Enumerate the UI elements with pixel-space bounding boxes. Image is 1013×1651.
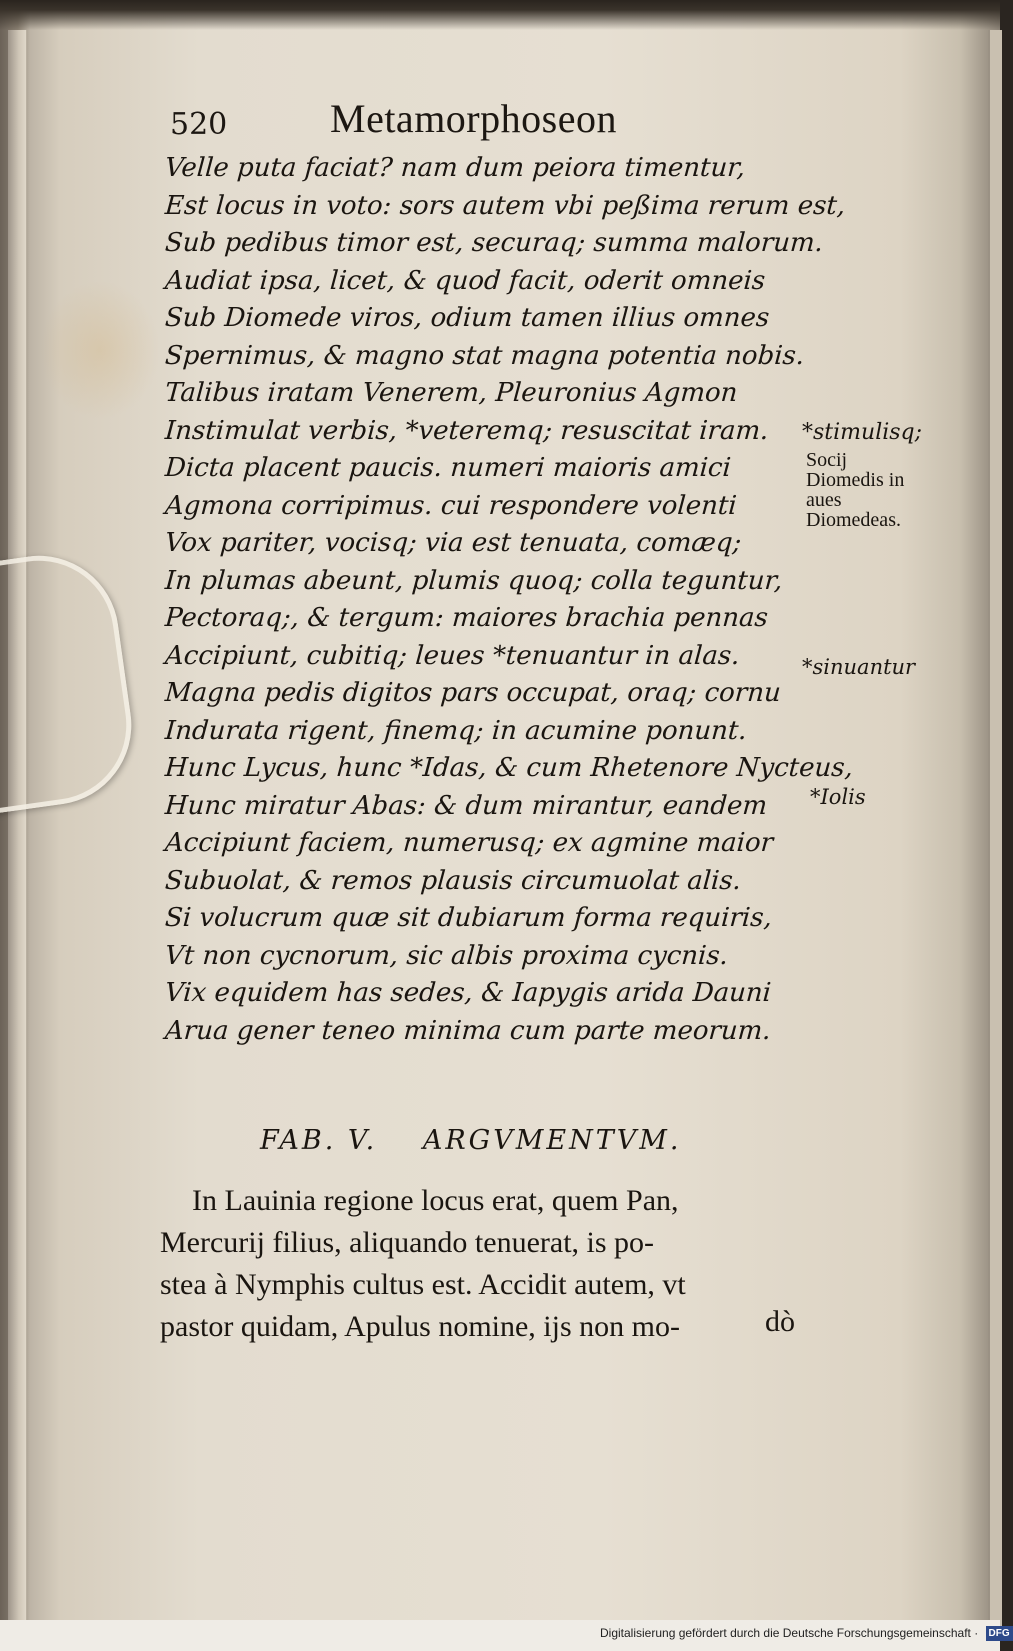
verse-line: Pectoraq;, & tergum: maiores brachia pennas [164,603,769,633]
fable-number: FAB. V. [260,1125,378,1156]
verse-line: Hunc miratur Abas: & dum mirantur, eandem [164,790,769,821]
argument-line: Mercurij filius, aliquando tenuerat, is po- [160,1226,655,1259]
verse-line: In plumas abeunt, plumis quoq; colla teguntur, [164,565,784,596]
verse-line: Dicta placent paucis. numeri maioris amici [164,453,732,483]
verse-line: Spernimus, & magno stat magna potentia nobis. [164,340,806,371]
dfg-footer [600,1626,1010,1646]
verse-line: Est locus in voto: sors autem vbi peßima rerum est, [164,190,847,221]
dfg-logo: DFG [986,1626,1013,1641]
verse-line: Vox pariter, vocisq; via est tenuata, comæq; [164,528,743,558]
argument-line: In Lauinia regione locus erat, quem Pan, [192,1184,679,1217]
verse-line: Sub pedibus timor est, securaq; summa malorum. [164,228,825,258]
paper-stain [40,280,160,420]
section-heading [260,1125,800,1156]
verse-line: Accipiunt, cubitiq; leues *tenuantur in alas. [164,640,741,671]
margin-note: *stimulisq; [802,420,923,445]
verse-line: Talibus iratam Venerem, Pleuronius Agmon [164,378,739,408]
verse-line: Agmona corripimus. cui respondere volenti [164,490,738,521]
verse-line: Si volucrum quæ sit dubiarum forma requiris, [164,903,773,933]
catchword: dò [765,1305,795,1338]
verse-line: Subuolat, & remos plausis circumuolat alis. [164,865,743,896]
verse-line: Vix equidem has sedes, & Iapygis arida Dauni [164,978,773,1008]
argument-paragraph [160,1180,810,1348]
verse-line: Accipiunt faciem, numerusq; ex agmine maior [164,828,775,858]
page-number: 520 [170,107,228,142]
verse-line: Hunc Lycus, hunc *Idas, & cum Rhetenore Nycteus, [164,753,854,783]
margin-note: Socij Diomedis in aues Diomedeas. [806,449,905,531]
top-shadow [0,0,1000,30]
footer-text: Digitalisierung gefördert durch die Deutsche Forschungsgemeinschaft · [600,1626,979,1640]
margin-note: *sinuantur [802,655,916,679]
margin-note: *Iolis [810,785,866,809]
argument-line: stea à Nymphis cultus est. Accidit autem, vt [160,1268,686,1301]
running-title: Metamorphoseon [330,96,617,141]
facing-page-edge [988,30,1002,1630]
verse-line: Sub Diomede viros, odium tamen illius omnes [164,303,771,333]
verse-line: Arua gener teneo minima cum parte meorum. [164,1015,772,1046]
verse-line: Velle puta faciat? nam dum peiora timentur, [164,153,747,183]
argument-line: pastor quidam, Apulus nomine, ijs non mo- [160,1310,680,1343]
verse-line: Indurata rigent, finemq; in acumine ponunt. [164,715,748,746]
page-edge [8,30,27,1620]
verse-line: Magna pedis digitos pars occupat, oraq; cornu [164,678,782,708]
page-header [160,95,760,145]
verse-line: Audiat ipsa, licet, & quod facit, oderit omneis [164,265,767,296]
verse-line: Vt non cycnorum, sic albis proxima cycnis. [164,940,730,971]
argumentum-label: ARGVMENTVM. [422,1125,682,1156]
verse-line: Instimulat verbis, *veteremq; resuscitat iram. [164,415,770,446]
